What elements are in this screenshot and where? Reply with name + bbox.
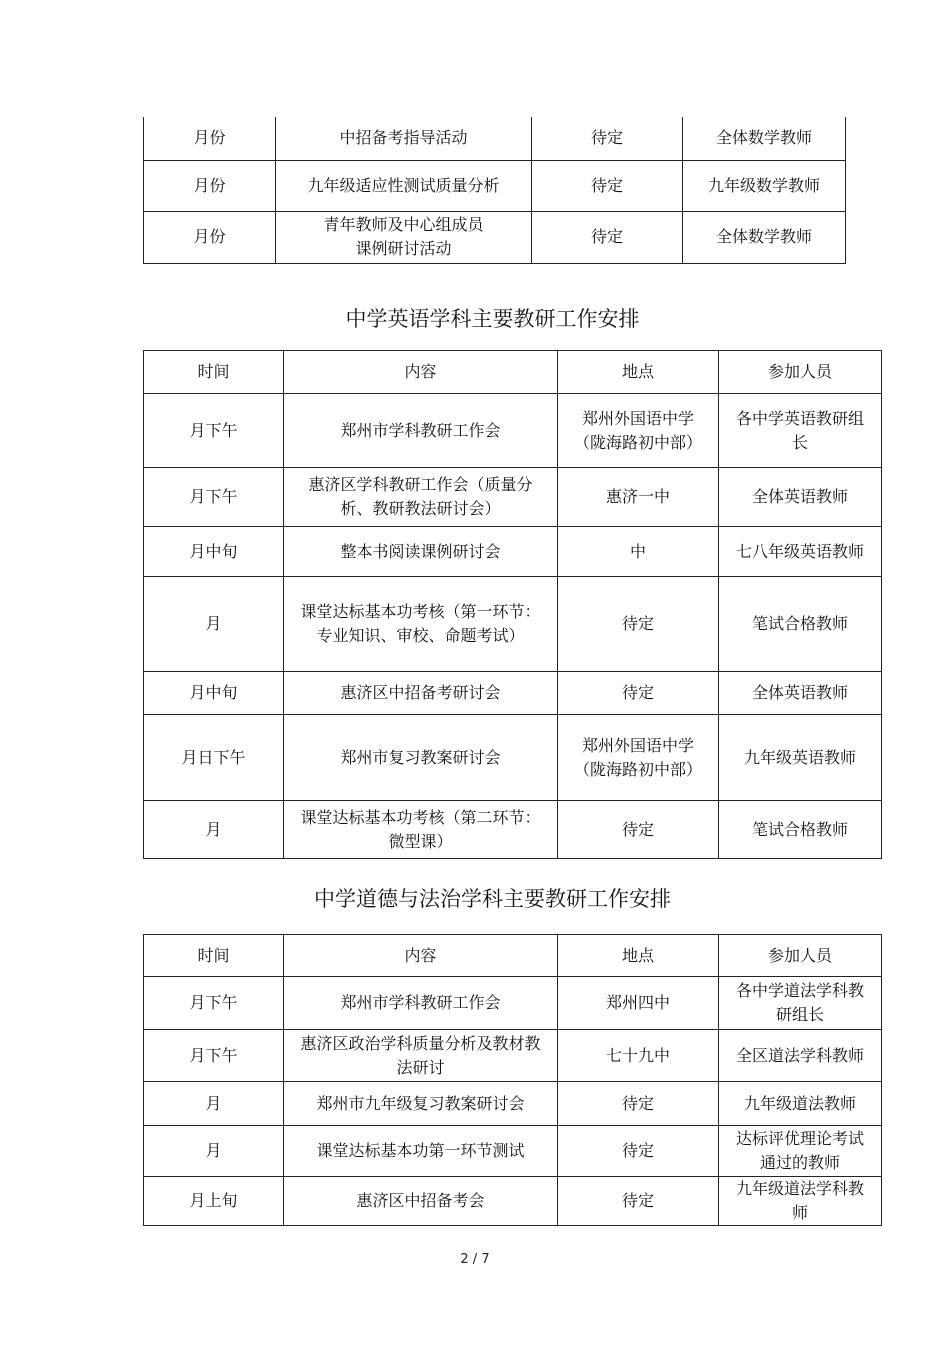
cell-content: 惠济区政治学科质量分析及教材教法研讨	[284, 1030, 558, 1082]
table-row	[144, 801, 882, 859]
cell-content: 中招备考指导活动	[276, 117, 532, 160]
cell-place: 待定	[558, 1082, 719, 1126]
cell-people: 全体数学教师	[683, 117, 846, 160]
cell-time: 月下午	[144, 977, 284, 1030]
table-row	[144, 672, 882, 715]
table-row	[144, 1082, 882, 1126]
table-row	[144, 1177, 882, 1226]
cell-time: 月	[144, 577, 284, 672]
cell-time: 月上旬	[144, 1177, 284, 1226]
cell-time: 月日下午	[144, 715, 284, 801]
cell-content: 郑州市学科教研工作会	[284, 977, 558, 1030]
cell-place: 七十九中	[558, 1030, 719, 1082]
cell-people: 九年级道法教师	[719, 1082, 882, 1126]
cell-people: 各中学英语教研组长	[719, 394, 882, 468]
page-number: 2 / 7	[460, 1252, 490, 1267]
cell-time: 月中旬	[144, 672, 284, 715]
cell-content: 郑州市复习教案研讨会	[284, 715, 558, 801]
cell-place: 待定	[532, 117, 683, 160]
table-header-row	[144, 935, 882, 977]
ethics-section-title: 中学道德与法治学科主要教研工作安排	[314, 887, 671, 911]
cell-content: 青年教师及中心组成员课例研讨活动	[276, 211, 532, 263]
cell-content: 课堂达标基本功第一环节测试	[284, 1126, 558, 1177]
header-time: 时间	[144, 935, 284, 977]
cell-content: 课堂达标基本功考核（第二环节：微型课）	[284, 801, 558, 859]
cell-people: 全区道法学科教师	[719, 1030, 882, 1082]
cell-place: 待定	[532, 211, 683, 263]
cell-place: 郑州外国语中学（陇海路初中部）	[558, 715, 719, 801]
cell-people: 九年级道法学科教师	[719, 1177, 882, 1226]
cell-time: 月	[144, 1082, 284, 1126]
cell-time: 月	[144, 801, 284, 859]
cell-time: 月份	[144, 211, 276, 263]
table-row	[144, 1030, 882, 1082]
cell-people: 笔试合格教师	[719, 801, 882, 859]
cell-people: 全体数学教师	[683, 211, 846, 263]
header-content: 内容	[284, 935, 558, 977]
cell-people: 九年级英语教师	[719, 715, 882, 801]
cell-time: 月下午	[144, 1030, 284, 1082]
cell-place: 郑州四中	[558, 977, 719, 1030]
cell-people: 全体英语教师	[719, 468, 882, 527]
cell-time: 月	[144, 1126, 284, 1177]
cell-content: 惠济区中招备考会	[284, 1177, 558, 1226]
cell-content: 整本书阅读课例研讨会	[284, 527, 558, 577]
cell-people: 九年级数学教师	[683, 160, 846, 211]
cell-place: 待定	[558, 1126, 719, 1177]
math-schedule-table-continued	[143, 117, 846, 264]
cell-content: 惠济区学科教研工作会（质量分析、教研教法研讨会）	[284, 468, 558, 527]
cell-content: 九年级适应性测试质量分析	[276, 160, 532, 211]
header-place: 地点	[558, 935, 719, 977]
cell-place: 惠济一中	[558, 468, 719, 527]
cell-people: 各中学道法学科教研组长	[719, 977, 882, 1030]
header-time: 时间	[144, 351, 284, 394]
cell-place: 待定	[558, 672, 719, 715]
header-people: 参加人员	[719, 351, 882, 394]
english-section-title: 中学英语学科主要教研工作安排	[345, 307, 640, 331]
header-people: 参加人员	[719, 935, 882, 977]
cell-time: 月下午	[144, 394, 284, 468]
table-row	[144, 468, 882, 527]
cell-content: 郑州市九年级复习教案研讨会	[284, 1082, 558, 1126]
cell-place: 待定	[558, 577, 719, 672]
cell-place: 待定	[558, 801, 719, 859]
table-row	[144, 160, 846, 211]
cell-people: 全体英语教师	[719, 672, 882, 715]
cell-place: 郑州外国语中学（陇海路初中部）	[558, 394, 719, 468]
table-row	[144, 527, 882, 577]
table-row	[144, 977, 882, 1030]
cell-people: 笔试合格教师	[719, 577, 882, 672]
cell-content: 惠济区中招备考研讨会	[284, 672, 558, 715]
table-row	[144, 577, 882, 672]
cell-time: 月下午	[144, 468, 284, 527]
cell-people: 七八年级英语教师	[719, 527, 882, 577]
table-row	[144, 1126, 882, 1177]
cell-people: 达标评优理论考试通过的教师	[719, 1126, 882, 1177]
ethics-schedule-table	[143, 934, 882, 1226]
cell-place: 待定	[532, 160, 683, 211]
table-header-row	[144, 351, 882, 394]
cell-place: 待定	[558, 1177, 719, 1226]
cell-content: 郑州市学科教研工作会	[284, 394, 558, 468]
header-content: 内容	[284, 351, 558, 394]
table-row	[144, 117, 846, 160]
header-place: 地点	[558, 351, 719, 394]
table-row	[144, 394, 882, 468]
cell-time: 月份	[144, 117, 276, 160]
cell-time: 月份	[144, 160, 276, 211]
table-row	[144, 715, 882, 801]
cell-place: 中	[558, 527, 719, 577]
cell-content: 课堂达标基本功考核（第一环节：专业知识、审校、命题考试）	[284, 577, 558, 672]
english-schedule-table	[143, 350, 882, 859]
cell-time: 月中旬	[144, 527, 284, 577]
table-row	[144, 211, 846, 263]
